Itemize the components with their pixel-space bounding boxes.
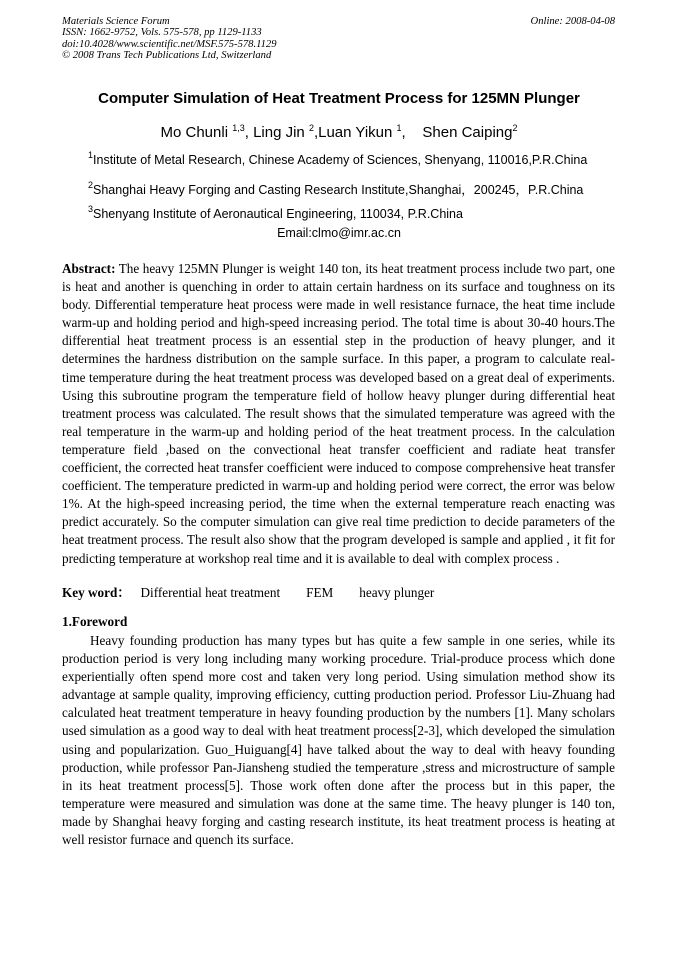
author-name: Shen Caiping — [422, 124, 513, 141]
author-name: Mo Chunli — [160, 124, 233, 141]
affiliation-text: Institute of Metal Research, Chinese Academy of Sciences, Shenyang, 110016,P.R.China — [93, 153, 588, 167]
online-date: Online: 2008-04-08 — [530, 16, 615, 27]
affiliation-mark: 1 — [88, 150, 94, 160]
author-separator: , — [401, 124, 423, 141]
keywords-label: Key word： — [62, 585, 131, 600]
affiliation-mark: 3 — [88, 204, 94, 214]
author-name: Luan Yikun — [318, 124, 397, 141]
section-heading: 1.Foreword — [62, 614, 128, 629]
journal-header — [62, 16, 277, 62]
journal-name: Materials Science Forum — [62, 16, 170, 27]
affiliation-mark: 2 — [88, 180, 94, 190]
author-affiliation-mark: 2 — [308, 123, 314, 133]
copyright-line: © 2008 Trans Tech Publications Ltd, Switzerland — [62, 50, 272, 62]
affiliation-3 — [88, 204, 463, 221]
affiliation-text: Shanghai Heavy Forging and Casting Research Institute,Shanghai，200245，P.R.China — [93, 183, 584, 197]
affiliation-text: Shenyang Institute of Aeronautical Engineering, 110034, P.R.China — [93, 207, 463, 221]
author-affiliation-mark: 2 — [512, 123, 518, 133]
author-separator: , — [313, 124, 319, 141]
author-affiliation-mark: 1 — [396, 123, 402, 133]
issn-line: ISSN: 1662-9752, Vols. 575-578, pp 1129-1133 — [62, 27, 262, 39]
affiliation-1 — [88, 150, 588, 167]
paper-title: Computer Simulation of Heat Treatment Process for 125MN Plunger — [98, 90, 580, 107]
affiliation-2 — [88, 180, 583, 198]
keyword: Differential heat treatment — [140, 585, 281, 600]
keyword: heavy plunger — [359, 585, 435, 600]
contact-email[interactable]: Email:clmo@imr.ac.cn — [277, 226, 401, 240]
abstract — [62, 260, 615, 568]
author-name: Ling Jin — [253, 124, 309, 141]
abstract-text: The heavy 125MN Plunger is weight 140 ton, its heat treatment process include two part, one is heat and another is quenching in order to attain certain hardness on its surface and toughness on its body. Differential temperature heat process were made in well resistance furnace, the heat time include warm-up and holding period and high-speed increasing period. The total time is about 30-40 hours.The differential heat treatment process is an essential step in the production of heavy plunger, and it determines the hardness distribution on the sample surface. In this paper, a program to calculate real-time temperature during the heat treatment process was developed based on a great deal of experiments. Using this subroutine program the temperature field of hollow heavy plunger during differential heat treatment process was calculated. The result shows that the simulated temperature was agreed with the real temperature in the warm-up and holding period of the heat treatment process. In the calculation temperature field ,based on the convectional heat transfer coefficient and radiate heat transfer coefficient, the corrected heat transfer coefficient were induced to compose comprehensive heat transfer coefficient. The temperature predicted in warm-up and holding period were correct, the error was below 1%. At the high-speed increasing period, the time when the external temperature reach enacting was predict accurately. So the computer simulation can give real time prediction to decide parameters of the heat treatment process. The result also show that the program developed is sample and applied , it fit for predicting temperature at workshop real time and it is available to deal with complex process . — [62, 261, 615, 566]
section-body: Heavy founding production has many types but has quite a few sample in one series, while its production period is very long including many working procedure. Trial-produce process which done experientially often spend more cost and taken very long period. Using simulation method show its advantage at sample quality, improving efficiency, cutting production period. Professor Liu-Zhuang had calculated heat treatment temperature in heavy founding production by the numbers [1]. Many scholars used simulation as a good way to deal with heat treatment process[2-3], which developed the simulation using and popularization. Guo_Huiguang[4] have talked about the way to deal with heavy founding production, while professor Pan-Jiansheng studied the temperature ,stress and microstructure of sample in its heat treatment process[5]. Those work often done after the process but in this paper, the temperature were measured and simulation was done at the same time. The heavy plunger is 140 ton, made by Shanghai heavy forging and casting research institute, its heat treatment process is heating at well resistor furnace and quench its surface. — [62, 633, 615, 848]
author-affiliation-mark: 1,3 — [232, 123, 245, 133]
author-separator: , — [244, 124, 254, 141]
abstract-label: Abstract: — [62, 261, 116, 276]
keyword: FEM — [306, 585, 334, 600]
doi-line[interactable]: doi:10.4028/www.scientific.net/MSF.575-578.1129 — [62, 38, 277, 50]
author-list — [0, 124, 678, 141]
keywords — [62, 582, 460, 601]
